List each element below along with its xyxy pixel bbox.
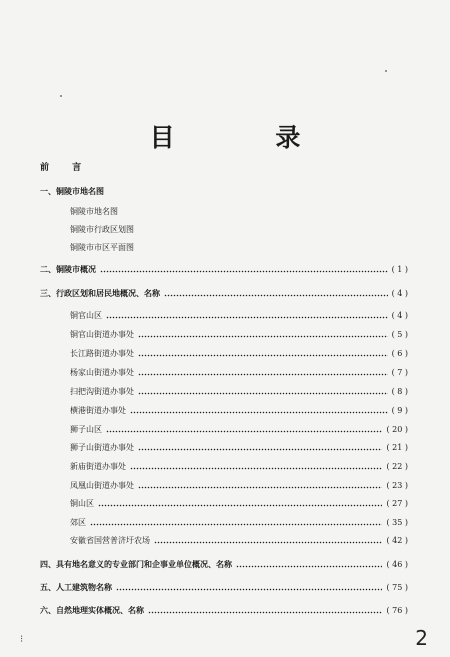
dot-leader	[116, 588, 382, 591]
toc-subitem	[70, 440, 408, 454]
toc-section-5-label: 五、人工建筑物名称	[40, 581, 112, 592]
dot-leader	[138, 373, 388, 376]
toc-subitem-label: 横港街道办事处	[70, 405, 126, 415]
toc-subitem	[70, 327, 408, 341]
dot-leader	[138, 392, 388, 395]
toc-subitem	[70, 346, 408, 360]
toc-subitem-label: 铜官山街道办事处	[70, 329, 134, 339]
toc-subitem-label: 长江路街道办事处	[70, 348, 134, 358]
toc-subitem	[70, 365, 408, 379]
toc-subitem	[70, 384, 408, 398]
dot-leader	[130, 411, 388, 414]
toc-section-3-label: 三、行政区划和居民地概况、名称	[40, 287, 160, 298]
toc-subitem-label: 铜官山区	[70, 310, 102, 320]
dot-leader	[148, 611, 382, 614]
toc-page-number: ( 76 )	[386, 605, 408, 615]
toc-map-item: 铜陵市地名图	[70, 207, 118, 216]
toc-subitem	[70, 403, 408, 417]
toc-page-number: ( 5 )	[391, 329, 408, 339]
toc-subitem-label: 郊区	[70, 517, 86, 527]
dot-leader	[100, 270, 388, 273]
toc-subitem-label: 狮子山区	[70, 424, 102, 434]
toc-page-number: ( 7 )	[391, 367, 408, 377]
toc-subitem-label: 狮子山街道办事处	[70, 442, 134, 452]
dot-leader	[138, 448, 382, 451]
toc-subitem-label: 杨家山街道办事处	[70, 367, 134, 377]
toc-page-number: ( 6 )	[391, 348, 408, 358]
dot-leader	[154, 541, 382, 544]
toc-subitem	[70, 478, 408, 492]
toc-section-4	[40, 557, 408, 571]
dot-leader	[90, 523, 382, 526]
toc-page-number: ( 21 )	[386, 442, 408, 452]
handwritten-page-number: 2	[415, 626, 428, 650]
scan-speck	[385, 70, 387, 72]
toc-page-number: ( 35 )	[386, 517, 408, 527]
toc-subitem	[70, 422, 408, 436]
toc-page-number: ( 22 )	[386, 461, 408, 471]
toc-page-number: ( 9 )	[391, 405, 408, 415]
toc-subitem-label: 铜山区	[70, 498, 94, 508]
toc-page-number: ( 23 )	[386, 480, 408, 490]
toc-subitem-label: 安徽省国营普济圩农场	[70, 535, 150, 545]
dot-leader	[138, 335, 388, 338]
toc-page-number: ( 20 )	[386, 424, 408, 434]
toc-subitem	[70, 459, 408, 473]
toc-section-3	[40, 286, 408, 300]
toc-section-2	[40, 262, 408, 276]
scan-mark: ⁝	[20, 634, 24, 645]
toc-subitem	[70, 515, 408, 529]
dot-leader	[164, 294, 388, 297]
toc-subitem-label: 扫把沟街道办事处	[70, 386, 134, 396]
toc-section-2-label: 二、铜陵市概况	[40, 263, 96, 274]
toc-page-number: ( 4 )	[391, 310, 408, 320]
toc-section-6	[40, 603, 408, 617]
page-title: 目 录	[149, 123, 347, 152]
toc-section-1-label: 一、铜陵市地名图	[40, 185, 104, 196]
toc-subitem	[70, 533, 408, 547]
dot-leader	[138, 354, 388, 357]
toc-page-number: ( 75 )	[386, 582, 408, 592]
dot-leader	[98, 504, 382, 507]
toc-page-number: ( 42 )	[386, 535, 408, 545]
toc-subitem	[70, 308, 408, 322]
toc-subitem-label: 新庙街道办事处	[70, 461, 126, 471]
dot-leader	[106, 430, 382, 433]
toc-section-6-label: 六、自然地理实体概况、名称	[40, 604, 144, 615]
toc-map-item: 铜陵市市区平面图	[70, 243, 134, 252]
dot-leader	[130, 467, 382, 470]
toc-page-number: ( 1 )	[391, 264, 408, 274]
toc-page-number: ( 46 )	[386, 559, 408, 569]
dot-leader	[236, 565, 382, 568]
preface-heading: 前 言	[40, 163, 92, 173]
toc-page-number: ( 8 )	[391, 386, 408, 396]
dot-leader	[138, 486, 382, 489]
toc-map-item: 铜陵市行政区划图	[70, 225, 134, 234]
toc-section-4-label: 四、具有地名意义的专业部门和企事业单位概况、名称	[40, 558, 232, 569]
dot-leader	[106, 316, 388, 319]
toc-section-1	[40, 184, 408, 198]
toc-subitem-label: 凤凰山街道办事处	[70, 480, 134, 490]
scan-speck	[60, 95, 62, 97]
toc-subitem	[70, 496, 408, 510]
toc-page-number: ( 27 )	[386, 498, 408, 508]
toc-page-number: ( 4 )	[391, 288, 408, 298]
toc-section-5	[40, 580, 408, 594]
